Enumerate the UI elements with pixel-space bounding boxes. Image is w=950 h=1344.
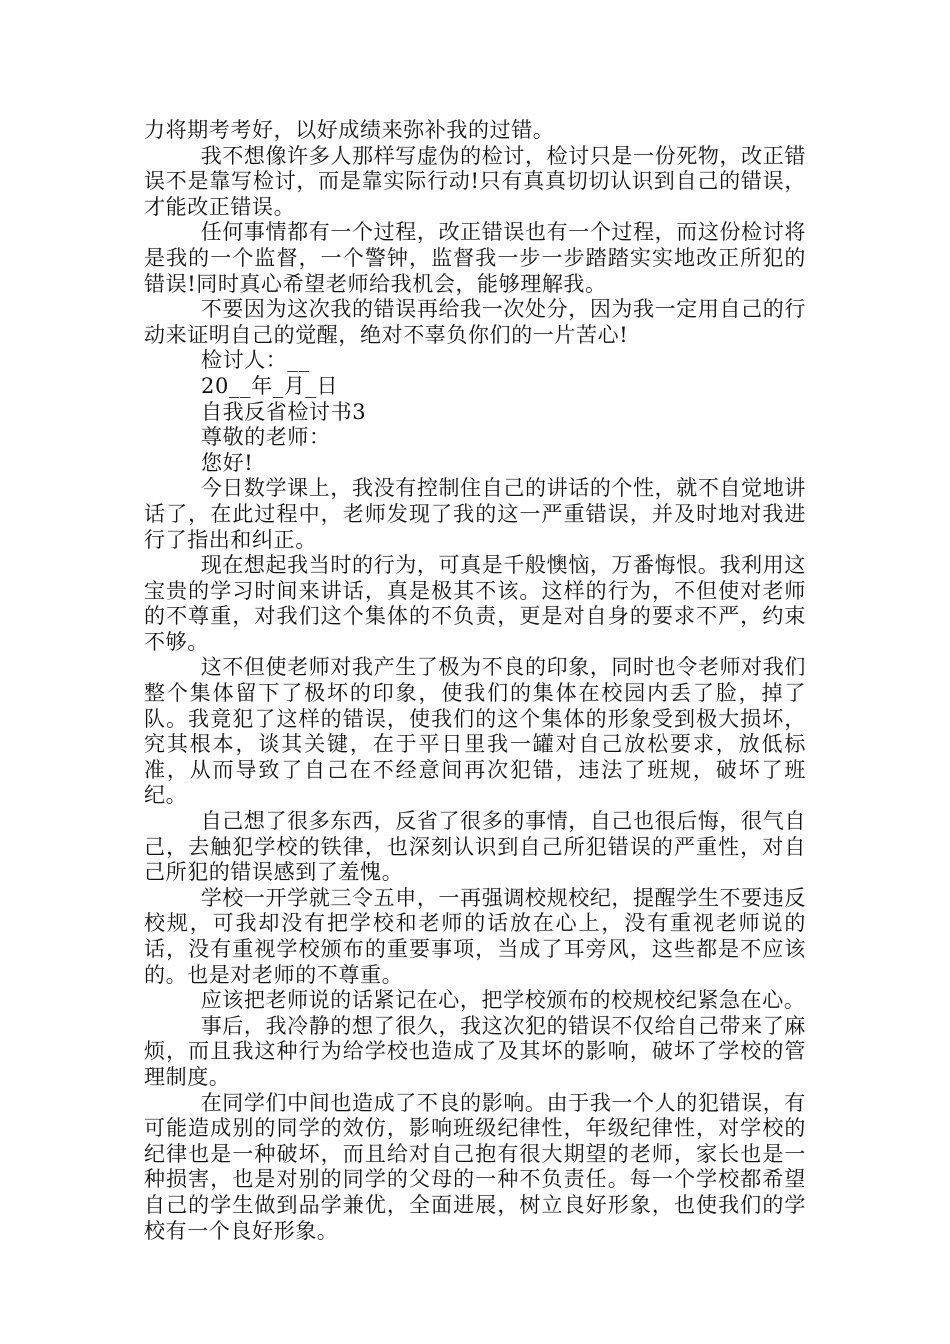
paragraph: 学校一开学就三令五申，一再强调校规校纪，提醒学生不要违反校规，可我却没有把学校和老师的话放在心上，没有重视老师说的话，没有重视学校颁布的重要事项，当成了耳旁风，这些都是不应该的。也是对老师的不尊重。 — [144, 885, 806, 987]
paragraph: 自己想了很多东西，反省了很多的事情，自己也很后悔，很气自己，去触犯学校的铁律，也深刻认识到自己所犯错误的严重性，对自己所犯的错误感到了羞愧。 — [144, 809, 806, 885]
paragraph: 事后，我冷静的想了很久，我这次犯的错误不仅给自己带来了麻烦，而且我这种行为给学校也造成了及其坏的影响，破坏了学校的管理制度。 — [144, 1013, 806, 1089]
paragraph: 这不但使老师对我产生了极为不良的印象，同时也令老师对我们整个集体留下了极坏的印象，使我们的集体在校园内丢了脸，掉了队。我竟犯了这样的错误，使我们的这个集体的形象受到极大损坏，究其根本，谈其关键，在于平日里我一罐对自己放松要求，放低标准，从而导致了自己在不经意间再次犯错，违法了班规，破坏了班纪。 — [144, 655, 806, 808]
paragraph-continuation: 力将期考考好，以好成绩来弥补我的过错。 — [144, 118, 555, 142]
letter-greeting: 您好! — [201, 450, 254, 475]
paragraph: 现在想起我当时的行为，可真是千般懊恼，万番悔恨。我利用这宝贵的学习时间来讲话，真是极其不该。这样的行为，不但使对老师的不尊重，对我们这个集体的不负责，更是对自身的要求不严，约束不够。 — [144, 553, 806, 654]
letter-title: 自我反省检讨书3 — [201, 399, 367, 424]
signature-reviewer: 检讨人：__ — [201, 348, 310, 373]
paragraph: 我不想像许多人那样写虚伪的检讨，检讨只是一份死物，改正错误不是靠写检讨，而是靠实际行动!只有真真切切认识到自己的错误，才能改正错误。 — [144, 143, 806, 219]
paragraph: 不要因为这次我的错误再给我一次处分，因为我一定用自己的行动来证明自己的觉醒，绝对不辜负你们的一片苦心! — [144, 297, 806, 347]
document-page — [144, 118, 806, 1244]
paragraph: 应该把老师说的话紧记在心，把学校颁布的校规校纪紧急在心。 — [200, 988, 806, 1013]
paragraph: 任何事情都有一个过程，改正错误也有一个过程，而这份检讨将是我的一个监督，一个警钟，监督我一步一步踏踏实实地改正所犯的错误!同时真心希望老师给我机会，能够理解我。 — [144, 220, 806, 296]
paragraph: 在同学们中间也造成了不良的影响。由于我一个人的犯错误，有可能造成别的同学的效仿，影响班级纪律性，年级纪律性，对学校的纪律也是一种破坏，而且给对自己抱有很大期望的老师，家长也是一种损害，也是对别的同学的父母的一种不负责任。每一个学校都希望自己的学生做到品学兼优，全面进展，树立良好形象，也使我们的学校有一个良好形象。 — [144, 1090, 806, 1243]
signature-date: 20__年_月_日 — [201, 373, 339, 398]
paragraph: 今日数学课上，我没有控制住自己的讲话的个性，就不自觉地讲话了，在此过程中，老师发现了我的这一严重错误，并及时地对我进行了指出和纠正。 — [144, 476, 806, 552]
letter-salutation: 尊敬的老师： — [201, 425, 331, 450]
